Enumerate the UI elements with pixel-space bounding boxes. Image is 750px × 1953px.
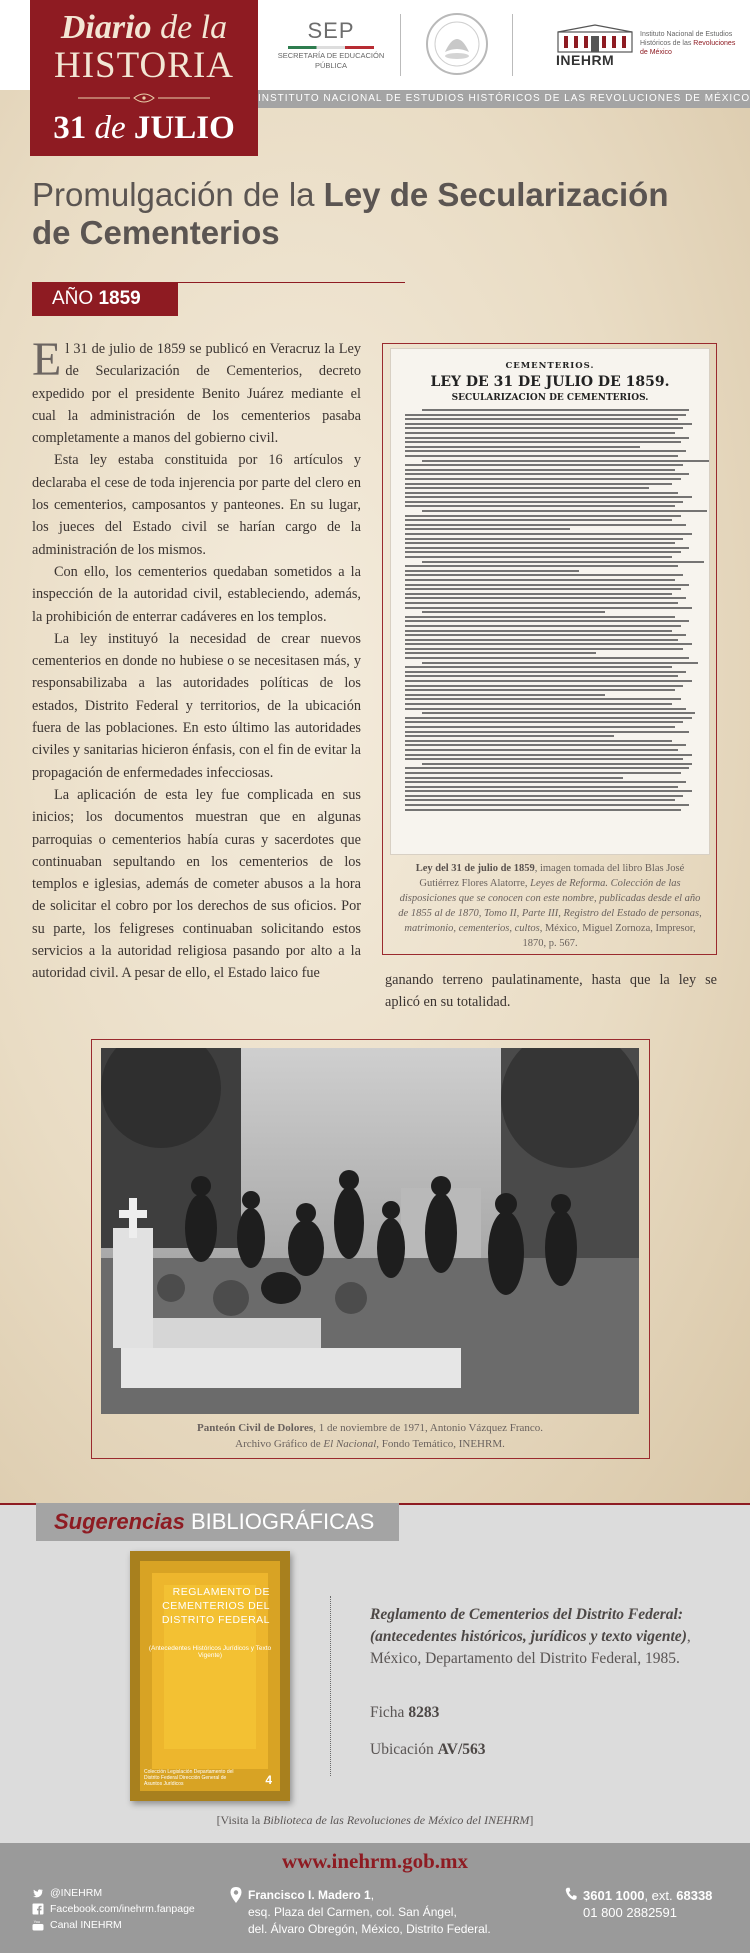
- book-cover-number: 4: [265, 1773, 272, 1787]
- newspaper-line: [405, 565, 678, 567]
- newspaper-line: [405, 749, 678, 751]
- cemetery-photo[interactable]: [101, 1048, 639, 1414]
- newspaper-line: [405, 772, 681, 774]
- ubicacion-value: AV/563: [437, 1741, 486, 1758]
- newspaper-line: [405, 657, 689, 659]
- newspaper-line: [405, 680, 692, 682]
- newspaper-line: [405, 414, 686, 416]
- newspaper-line: [422, 712, 695, 714]
- newspaper-line: [405, 437, 689, 439]
- photo-caption-bold: Panteón Civil de Dolores: [196, 1422, 314, 1434]
- newspaper-line: [405, 547, 689, 549]
- twitter-icon: [32, 1887, 44, 1899]
- suggestions-header: [36, 1503, 399, 1541]
- newspaper-line: [405, 804, 689, 806]
- year-value: 1859: [98, 288, 141, 309]
- photo-caption: Panteón Civil de Dolores, 1 de noviembre de 1971, Antonio Vázquez Franco. Archivo Gráfico de El Nacional, Fondo Temático, INEHRM.: [196, 1422, 544, 1450]
- newspaper-line: [405, 786, 678, 788]
- suggestions-bold: Sugerencias: [54, 1509, 185, 1534]
- newspaper-line: [405, 538, 683, 540]
- newspaper-line: [405, 528, 570, 530]
- newspaper-line: [405, 758, 683, 760]
- header-divider: [400, 14, 401, 76]
- book-reference: Reglamento de Cementerios del Distrito Federal: (antecedentes históricos, jurídicos y texto vigente), México, Departamento del Distrito Federal, 1985.: [370, 1606, 691, 1667]
- newspaper-line: [405, 455, 678, 457]
- ubicacion: Ubicación AV/563: [370, 1741, 486, 1758]
- newspaper-line: [405, 483, 672, 485]
- social-links: [32, 1885, 195, 1933]
- newspaper-line: [405, 675, 678, 677]
- badge-day: 31: [53, 110, 87, 146]
- newspaper-line: [405, 505, 675, 507]
- newspaper-line: [405, 593, 672, 595]
- newspaper-line: [405, 542, 675, 544]
- badge-de: de: [86, 110, 134, 146]
- newspaper-line: [405, 515, 681, 517]
- ornament-icon: [74, 92, 214, 104]
- badge-historia: HISTORIA: [54, 45, 234, 86]
- sep-flag-bar: [288, 46, 374, 49]
- newspaper-line: [405, 648, 683, 650]
- newspaper-line: [405, 501, 683, 503]
- book-reference-title: Reglamento de Cementerios del Distrito Federal: (antecedentes históricos, jurídicos y texto vigente): [370, 1606, 687, 1645]
- newspaper-line: [405, 607, 692, 609]
- diario-historia-badge: [30, 0, 258, 156]
- badge-de-la: de la: [151, 9, 228, 46]
- newspaper-line: [405, 556, 672, 558]
- badge-diario: Diario: [60, 9, 152, 46]
- newspaper-line: [405, 478, 681, 480]
- inehrm-name: INEHRM: [556, 52, 615, 68]
- newspaper-line: [405, 790, 692, 792]
- newspaper-line: [405, 731, 689, 733]
- newspaper-line: [405, 469, 675, 471]
- phone-icon: [565, 1887, 577, 1901]
- newspaper-line: [405, 597, 686, 599]
- newspaper-line: [422, 763, 692, 765]
- newspaper-line: [405, 694, 605, 696]
- suggestions-divider: [330, 1596, 331, 1776]
- newspaper-caption: Ley del 31 de julio de 1859, imagen tomada del libro Blas José Gutiérrez Flores Alatorre, Leyes de Reforma. Colección de las disposiciones que se conocen con este nombre, publicadas desde el año de 1855 al de 1870, Tomo II, Parte III, Registro del Estado de personas, matrimonio, cementerios, cultos, México, Miguel Zornoza, Impresor, 1870, p. 567.: [398, 863, 702, 949]
- footer: [0, 1843, 750, 1953]
- newspaper-line: [405, 652, 596, 654]
- phone-main: 3601 1000: [583, 1888, 645, 1903]
- sep-logo[interactable]: [276, 18, 386, 71]
- twitter-link[interactable]: @INEHRM: [32, 1885, 195, 1901]
- newspaper-line: [405, 754, 692, 756]
- newspaper-line: [405, 689, 675, 691]
- newspaper-line: [405, 726, 675, 728]
- title-plain: Promulgación de la: [32, 176, 324, 213]
- address: Francisco I. Madero 1, esq. Plaza del Carmen, col. San Ángel, del. Álvaro Obregón, México, Distrito Federal.: [248, 1887, 491, 1938]
- newspaper-line: [405, 616, 675, 618]
- newspaper-line: [405, 418, 678, 420]
- newspaper-line: [405, 432, 675, 434]
- address-street: Francisco I. Madero 1: [248, 1888, 371, 1902]
- newspaper-line: [405, 721, 683, 723]
- newspaper-line: [405, 767, 689, 769]
- newspaper-line: [405, 427, 683, 429]
- newspaper-head-2: LEY DE 31 DE JULIO DE 1859.: [430, 374, 670, 390]
- paragraph-4: La ley instituyó la necesidad de crear nuevos cementerios en donde no hubiese o se necesitasen más, y responsabilizaba a las autoridades políticas de los estados, Distrito Federal y territorios, de la ubicación fuera de las poblaciones. En esto último las autoridades civiles y sanitarias hicieron énfasis, con el fin de evitar la propagación de enfermedades infecciosas.: [32, 630, 361, 781]
- newspaper-line: [405, 639, 678, 641]
- newspaper-head-3: SECULARIZACION DE CEMENTERIOS.: [451, 393, 649, 403]
- inehrm-text: Instituto Nacional de Estudios Históricos de las: [640, 31, 733, 47]
- newspaper-line: [422, 561, 703, 563]
- newspaper-line: [405, 570, 579, 572]
- newspaper-line: [405, 717, 692, 719]
- newspaper-line: [422, 409, 689, 411]
- newspaper-line: [405, 446, 640, 448]
- phone-numbers[interactable]: 3601 1000, ext. 68338 01 800 2882591: [583, 1887, 712, 1921]
- newspaper-line: [405, 588, 681, 590]
- newspaper-line: [405, 487, 649, 489]
- newspaper-line: [405, 492, 678, 494]
- newspaper-image[interactable]: [390, 348, 710, 855]
- paragraph-5-continued: ganando terreno paulatinamente, hasta que la ley se aplicó en su totalidad.: [385, 972, 717, 1011]
- newspaper-line: [405, 625, 681, 627]
- newspaper-line: [405, 551, 681, 553]
- newspaper-line: [405, 441, 681, 443]
- website-link[interactable]: www.inehrm.gob.mx: [281, 1849, 469, 1873]
- svg-text:You: You: [33, 1920, 41, 1924]
- newspaper-line: [405, 602, 678, 604]
- book-cover[interactable]: [130, 1551, 290, 1801]
- newspaper-line: [405, 584, 689, 586]
- newspaper-line: [422, 510, 706, 512]
- header-divider-2: [512, 14, 513, 76]
- cemetery-photo-image: [101, 1048, 639, 1414]
- newspaper-line: [405, 703, 672, 705]
- library-link[interactable]: [Visita la Biblioteca de las Revoluciones de México del INEHRM]: [216, 1813, 534, 1827]
- newspaper-line: [405, 450, 686, 452]
- year-label: AÑO: [52, 288, 99, 309]
- newspaper-line: [405, 777, 623, 779]
- paragraph-2: Esta ley estaba constituida por 16 artículos y declaraba el cese de toda injerencia por parte del clero en los cementerios, camposantos y panteones. En su lugar, los jueces del Estado civil se harían cargo de la administración de los mismos.: [32, 452, 361, 558]
- newspaper-line: [405, 620, 689, 622]
- youtube-icon: [32, 1919, 44, 1931]
- newspaper-line: [405, 666, 672, 668]
- newspaper-line: [405, 533, 692, 535]
- national-seal-icon: [425, 12, 489, 76]
- badge-month: JULIO: [133, 110, 235, 146]
- location-pin-icon: [230, 1887, 242, 1903]
- newspaper-line: [405, 579, 675, 581]
- youtube-link[interactable]: You Canal INEHRM: [33, 1919, 122, 1931]
- newspaper-line: [422, 460, 709, 462]
- inehrm-logo[interactable]: [556, 24, 736, 68]
- inehrm-text-red: Revoluciones de México: [640, 40, 736, 56]
- suggestions-section: [0, 1503, 750, 1843]
- sep-subtitle: SECRETARÍA DE EDUCACIÓN PÚBLICA: [277, 51, 385, 70]
- book-cover-title: REGLAMENTO DE CEMENTERIOS DEL DISTRITO FEDERAL: [161, 1586, 270, 1626]
- phone-ext: 68338: [676, 1888, 713, 1903]
- newspaper-line: [405, 671, 686, 673]
- newspaper-text-lines: [405, 409, 695, 849]
- newspaper-line: [405, 781, 686, 783]
- suggestions-rest: BIBLIOGRÁFICAS: [184, 1509, 375, 1534]
- title-bold-2: de Cementerios: [32, 214, 280, 251]
- ficha: Ficha 8283: [370, 1704, 440, 1721]
- newspaper-line: [405, 643, 692, 645]
- newspaper-line: [405, 809, 681, 811]
- newspaper-line: [405, 698, 681, 700]
- newspaper-line: [405, 799, 675, 801]
- phone-tollfree: 01 800 2882591: [583, 1905, 677, 1920]
- newspaper-line: [405, 473, 689, 475]
- newspaper-caption-bold: Ley del 31 de julio de 1859: [415, 863, 535, 874]
- paragraph-1: El 31 de julio de 1859 se publicó en Veracruz la Ley de Secularización de Cementerios, decreto expedido por el presidente Benito Juárez mediante el cual la administración de los cementerios pasaba completamente a manos del gobierno civil.: [32, 333, 361, 447]
- building-icon: [556, 24, 634, 54]
- newspaper-line: [405, 524, 686, 526]
- newspaper-line: [405, 630, 672, 632]
- newspaper-line: [422, 611, 605, 613]
- article-text: [32, 333, 361, 985]
- paragraph-3: Con ello, los cementerios quedaban sometidos a la inspección de la autoridad civil, estableciendo, además, la prohibición de enterrar cadáveres en los templos.: [32, 563, 361, 625]
- newspaper-line: [405, 634, 686, 636]
- newspaper-line: [405, 685, 683, 687]
- newspaper-line: [405, 519, 672, 521]
- newspaper-line: [405, 496, 692, 498]
- newspaper-line: [422, 662, 698, 664]
- newspaper-line: [405, 740, 672, 742]
- sep-name: SEP: [307, 18, 355, 43]
- ficha-value: 8283: [408, 1704, 440, 1721]
- title-bold-1: Ley de Secularización: [323, 176, 669, 213]
- newspaper-line: [405, 464, 683, 466]
- book-cover-subtitle: (Antecedentes Históricos Jurídicos y Texto Vigente): [148, 1645, 272, 1659]
- facebook-icon: [32, 1903, 44, 1915]
- newspaper-line: [405, 574, 683, 576]
- institute-band: INSTITUTO NACIONAL DE ESTUDIOS HISTÓRICOS DE LAS REVOLUCIONES DE MÉXICO: [258, 90, 750, 108]
- newspaper-line: [405, 423, 692, 425]
- newspaper-line: [405, 744, 686, 746]
- paragraph-5: La aplicación de esta ley fue complicada en sus inicios; los documentos muestran que en algunas parroquias o cementerios había curas y sacerdotes que continuaban sepultando en los cementerios de los templos e iglesias, además de cometer abusos a la hora de solicitar el cobro por los derechos de sus oficios. Por su parte, los feligreses continuaban solicitando estos servicios a la autoridad religiosa pasando por alto a la autoridad civil. A pesar de ello, el Estado laico fue: [32, 786, 361, 982]
- book-cover-footer: Colección Legislación Departamento del Distrito Federal Dirección General de Asuntos Jurídicos: [144, 1769, 234, 1787]
- dropcap: E: [32, 333, 62, 386]
- facebook-link[interactable]: Facebook.com/inehrm.fanpage: [32, 1901, 195, 1917]
- newspaper-line: [405, 708, 686, 710]
- newspaper-line: [405, 735, 614, 737]
- newspaper-line: [405, 795, 683, 797]
- newspaper-head-1: CEMENTERIOS.: [505, 361, 595, 371]
- year-badge: [32, 282, 178, 316]
- page-title: [32, 176, 732, 252]
